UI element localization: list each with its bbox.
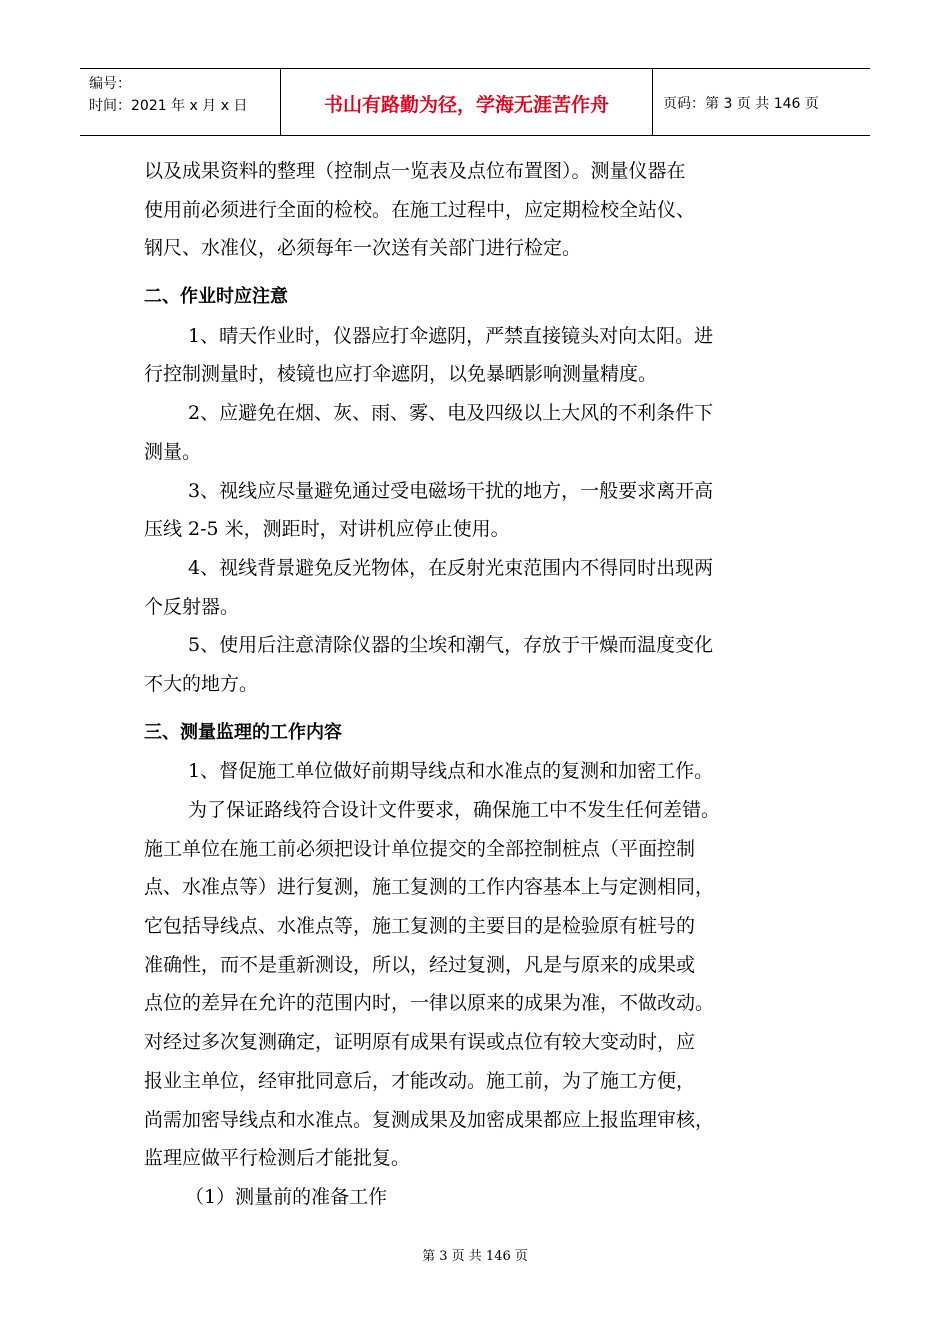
text-line: 为了保证路线符合设计文件要求，确保施工中不发生任何差错。 [188, 799, 721, 821]
list-item-line: 5、使用后注意清除仪器的尘埃和潮气，存放于干燥而温度变化 [188, 634, 714, 657]
text-line: 使用前必须进行全面的检校。在施工过程中，应定期检校全站仪、 [144, 198, 696, 221]
page-header [80, 68, 870, 136]
paragraph-intro [144, 152, 819, 268]
list-item-line: 1、督促施工单位做好前期导线点和水准点的复测和加密工作。 [188, 760, 714, 783]
page-footer: 第 3 页 共 146 页 [422, 1249, 528, 1264]
text-line: 钢尺、水准仪，必须每年一次送有关部门进行检定。 [144, 237, 582, 260]
header-page-info: 页码：第 3 页 共 146 页 [663, 96, 819, 112]
header-motto: 书山有路勤为径，学海无涯苦作舟 [281, 69, 653, 135]
text-line: 以及成果资料的整理（控制点一览表及点位布置图）。测量仪器在 [144, 160, 686, 182]
list-item-line: 压线 2-5 米，测距时，对讲机应停止使用。 [144, 518, 510, 541]
section-heading-3: 三、测量监理的工作内容 [144, 721, 342, 743]
text-line: 点、水准点等）进行复测，施工复测的工作内容基本上与定测相同， [144, 876, 715, 899]
list-item-line: 3、视线应尽量避免通过受电磁场干扰的地方，一般要求离开高 [188, 479, 714, 502]
document-body [144, 152, 819, 1217]
section-heading-2: 二、作业时应注意 [144, 286, 288, 308]
list-item-line: 个反射器。 [144, 595, 240, 618]
list-item-line: 行控制测量时，棱镜也应打伞遮阴，以免暴晒影响测量精度。 [144, 363, 658, 386]
list-item-line: 测量。 [144, 440, 202, 463]
list-item-line: 1、晴天作业时，仪器应打伞遮阴，严禁直接镜头对向太阳。进 [188, 324, 714, 347]
list-item-line: 2、应避免在烟、灰、雨、雾、电及四级以上大风的不利条件下 [188, 402, 714, 425]
section-2-list [144, 317, 819, 704]
text-line: 报业主单位，经审批同意后，才能改动。施工前，为了施工方便， [144, 1069, 696, 1092]
text-line: 施工单位在施工前必须把设计单位提交的全部控制桩点（平面控制 [144, 837, 696, 860]
text-line: 它包括导线点、水准点等，施工复测的主要目的是检验原有桩号的 [144, 915, 696, 938]
text-line: 对经过多次复测确定，证明原有成果有误或点位有较大变动时，应 [144, 1031, 696, 1054]
text-line: 准确性，而不是重新测设，所以，经过复测，凡是与原来的成果或 [144, 953, 696, 976]
list-item-line: 不大的地方。 [144, 672, 259, 695]
document-number: 编号： [89, 76, 131, 92]
text-line: 监理应做平行检测后才能批复。 [144, 1147, 411, 1170]
text-line: 尚需加密导线点和水准点。复测成果及加密成果都应上报监理审核， [144, 1108, 715, 1131]
document-time: 时间：2021 年 x 月 x 日 [89, 98, 248, 114]
subheading-1: （1）测量前的准备工作 [185, 1185, 388, 1208]
text-line: 点位的差异在允许的范围内时，一律以原来的成果为准，不做改动。 [144, 992, 715, 1015]
paragraph-section-3 [144, 791, 819, 1178]
list-item-line: 4、视线背景避免反光物体，在反射光束范围内不得同时出现两 [188, 556, 714, 579]
header-meta [80, 69, 281, 135]
